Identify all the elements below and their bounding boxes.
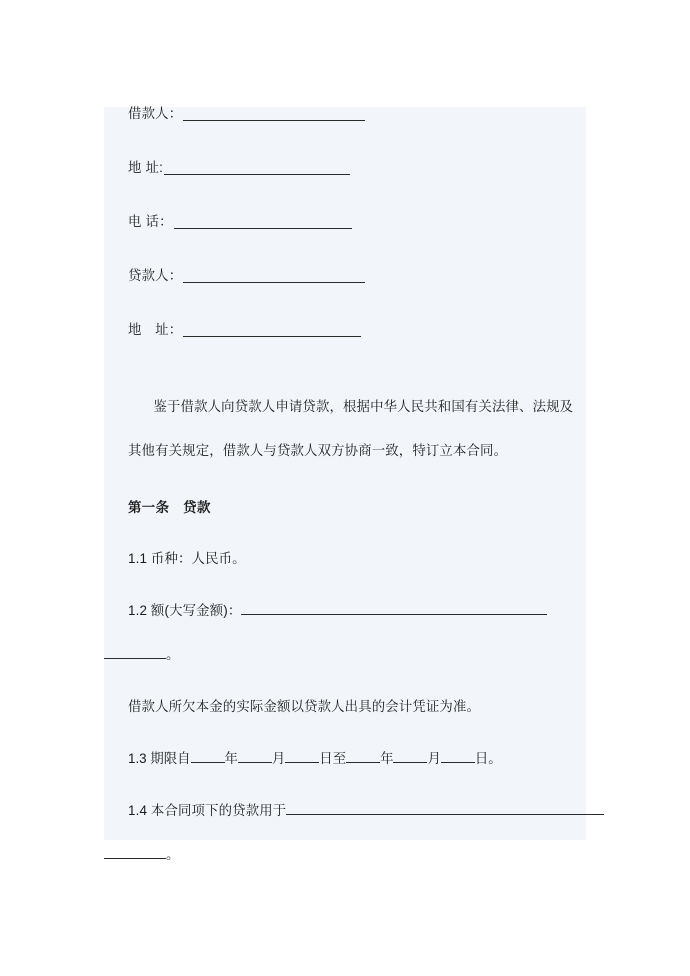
field-borrower-phone-blank[interactable]: [174, 215, 352, 229]
field-borrower-address-label: 地 址:: [128, 160, 164, 175]
field-lender-address: [104, 323, 586, 377]
clause-1-3-start-day-blank[interactable]: [285, 749, 319, 763]
spacer: [104, 781, 586, 789]
clause-1-4-terminator: 。: [166, 847, 180, 862]
clause-1-2-continuation: [104, 633, 586, 677]
spacer: [104, 529, 586, 537]
field-borrower-blank[interactable]: [183, 107, 365, 121]
field-lender-blank[interactable]: [183, 269, 365, 283]
section-heading-article-one: 第一条 贷款: [128, 500, 211, 515]
spacer: [104, 677, 586, 685]
clause-1-3-connector: 至: [332, 751, 347, 766]
field-lender-label: 贷款人：: [128, 268, 183, 283]
clause-1-4-blank-continued[interactable]: [104, 845, 166, 859]
clause-1-2-blank[interactable]: [241, 601, 547, 615]
clause-1-1: 1.1 币种：人民币。: [128, 551, 246, 566]
clause-1-3: [104, 737, 586, 781]
preamble-paragraph: 鉴于借款人向贷款人申请贷款，根据中华人民共和国有关法律、法规及其他有关规定，借款人与贷款人双方协商一致，特订立本合同。: [128, 399, 574, 458]
field-lender-address-label: 地 址：: [128, 322, 183, 337]
clause-1-3-end-month-unit: 月: [427, 751, 441, 766]
field-borrower: [104, 107, 586, 161]
clause-1-4-blank[interactable]: [286, 801, 604, 815]
clause-1-4: [104, 789, 586, 833]
field-borrower-address-blank[interactable]: [164, 161, 350, 175]
clause-1-2-note: 借款人所欠本金的实际金额以贷款人出具的会计凭证为准。: [128, 699, 481, 714]
field-borrower-address: [104, 161, 586, 215]
clause-1-2-terminator: 。: [166, 647, 180, 662]
field-borrower-label: 借款人：: [128, 106, 183, 121]
clause-1-3-end-year-blank[interactable]: [346, 749, 380, 763]
field-lender-address-blank[interactable]: [183, 323, 361, 337]
clause-1-4-label: 1.4 本合同项下的贷款用于: [128, 803, 287, 818]
clause-1-2-blank-continued[interactable]: [104, 645, 166, 659]
field-borrower-phone-label: 电 话：: [128, 214, 173, 229]
clause-1-3-start-month-unit: 月: [271, 751, 286, 766]
clause-1-3-end-day-blank[interactable]: [441, 749, 475, 763]
clause-1-3-start-year-unit: 年: [224, 751, 238, 766]
field-borrower-phone: [104, 215, 586, 269]
clause-1-2: [104, 589, 586, 633]
clause-1-3-start-month-blank[interactable]: [238, 749, 272, 763]
clause-1-3-prefix: 1.3 期限自: [128, 751, 191, 766]
spacer: [104, 729, 586, 737]
spacer: [104, 377, 586, 385]
field-lender: [104, 269, 586, 323]
clause-1-4-continuation: [104, 833, 586, 877]
spacer: [104, 473, 586, 487]
clause-1-3-terminator: 。: [488, 751, 502, 766]
clause-1-3-end-year-unit: 年: [380, 751, 394, 766]
spacer: [104, 581, 586, 589]
clause-1-3-start-day-unit: 日: [319, 751, 333, 766]
clause-1-3-start-year-blank[interactable]: [191, 749, 225, 763]
clause-1-3-end-month-blank[interactable]: [393, 749, 427, 763]
clause-1-3-end-day-unit: 日: [474, 751, 489, 766]
contract-body: [104, 107, 586, 877]
clause-1-2-label: 1.2 额(大写金额)：: [128, 603, 242, 618]
